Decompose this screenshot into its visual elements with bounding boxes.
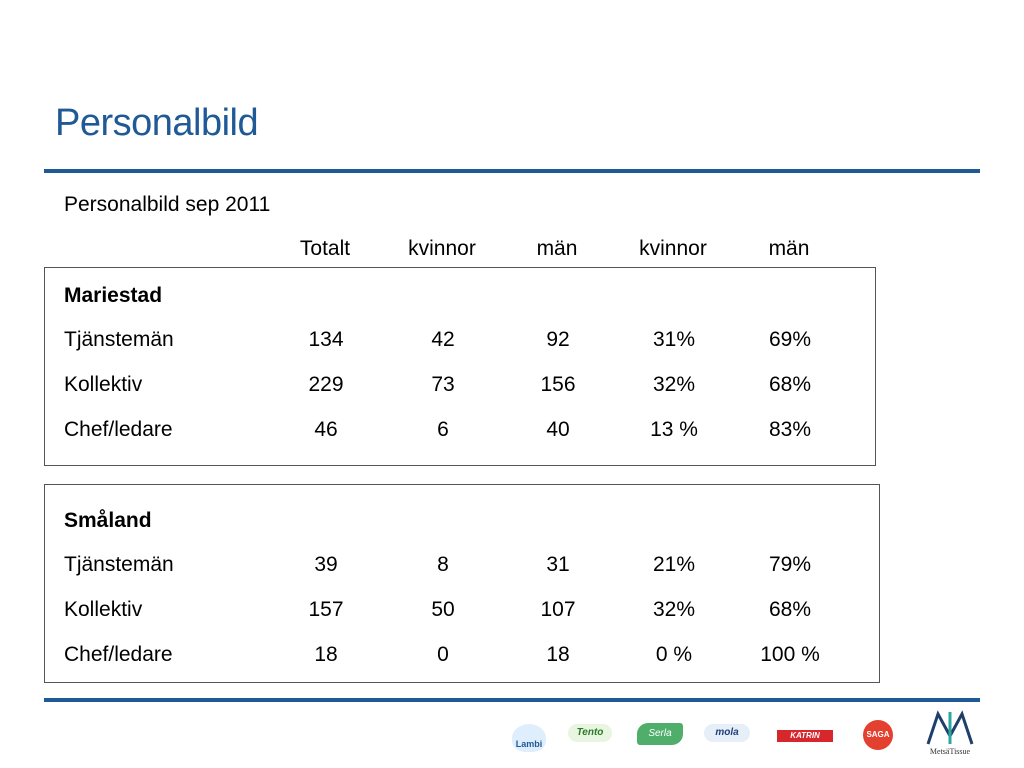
page-title: Personalbild: [55, 102, 259, 144]
metsa-tissue-label: MetsäTissue: [929, 747, 971, 756]
cell: 18: [546, 643, 570, 666]
row-label: Tjänstemän: [64, 553, 174, 576]
table-row: [45, 373, 875, 403]
cell: 0 %: [655, 643, 693, 666]
top-divider: [44, 169, 980, 173]
cell: 46: [314, 418, 338, 441]
row-label: Chef/ledare: [64, 643, 173, 666]
row-label: Kollektiv: [64, 598, 143, 621]
cell: 42: [431, 328, 455, 351]
metsa-tissue-logo: [920, 710, 980, 760]
cell: 0: [437, 643, 449, 666]
cell: 229: [308, 373, 344, 396]
header-man: män: [536, 237, 578, 260]
header-kvinnor-pct: kvinnor: [639, 237, 707, 260]
mola-logo: mola: [704, 724, 750, 742]
cell: 32%: [652, 373, 696, 396]
katrin-logo: KATRIN: [777, 730, 833, 742]
table-row: [45, 643, 879, 673]
cell: 68%: [768, 598, 812, 621]
brand-logo-strip: [500, 710, 1010, 760]
tento-logo: Tento: [568, 724, 612, 742]
cell: 157: [308, 598, 344, 621]
cell: 40: [546, 418, 570, 441]
cell: 31: [546, 553, 570, 576]
cell: 18: [314, 643, 338, 666]
group-smaland: [44, 484, 880, 683]
cell: 39: [314, 553, 338, 576]
cell: 31%: [652, 328, 696, 351]
cell: 73: [431, 373, 455, 396]
header-kvinnor: kvinnor: [408, 237, 476, 260]
saga-logo: SAGA: [863, 720, 893, 750]
group-title: Mariestad: [64, 284, 163, 307]
table-row: [45, 418, 875, 448]
table-subtitle: Personalbild sep 2011: [64, 193, 271, 216]
group-mariestad: [44, 267, 876, 466]
cell: 21%: [652, 553, 696, 576]
cell: 100 %: [760, 643, 820, 666]
row-label: Chef/ledare: [64, 418, 173, 441]
row-label: Kollektiv: [64, 373, 143, 396]
bottom-divider: [44, 698, 980, 702]
cell: 69%: [768, 328, 812, 351]
cell: 68%: [768, 373, 812, 396]
cell: 32%: [652, 598, 696, 621]
group-title: Småland: [64, 509, 152, 532]
cell: 50: [431, 598, 455, 621]
cell: 134: [308, 328, 344, 351]
table-row: [45, 553, 879, 583]
header-man-pct: män: [768, 237, 810, 260]
metsa-tissue-icon: [920, 710, 980, 746]
cell: 79%: [768, 553, 812, 576]
table-row: [45, 598, 879, 628]
cell: 13 %: [650, 418, 698, 441]
cell: 92: [546, 328, 570, 351]
header-totalt: Totalt: [299, 237, 351, 260]
table-row: [45, 328, 875, 358]
cell: 156: [540, 373, 576, 396]
cell: 8: [437, 553, 449, 576]
cell: 6: [437, 418, 449, 441]
cell: 83%: [768, 418, 812, 441]
serla-logo: Serla: [637, 723, 683, 745]
lambi-logo: Lambi: [512, 724, 546, 752]
cell: 107: [540, 598, 576, 621]
row-label: Tjänstemän: [64, 328, 174, 351]
